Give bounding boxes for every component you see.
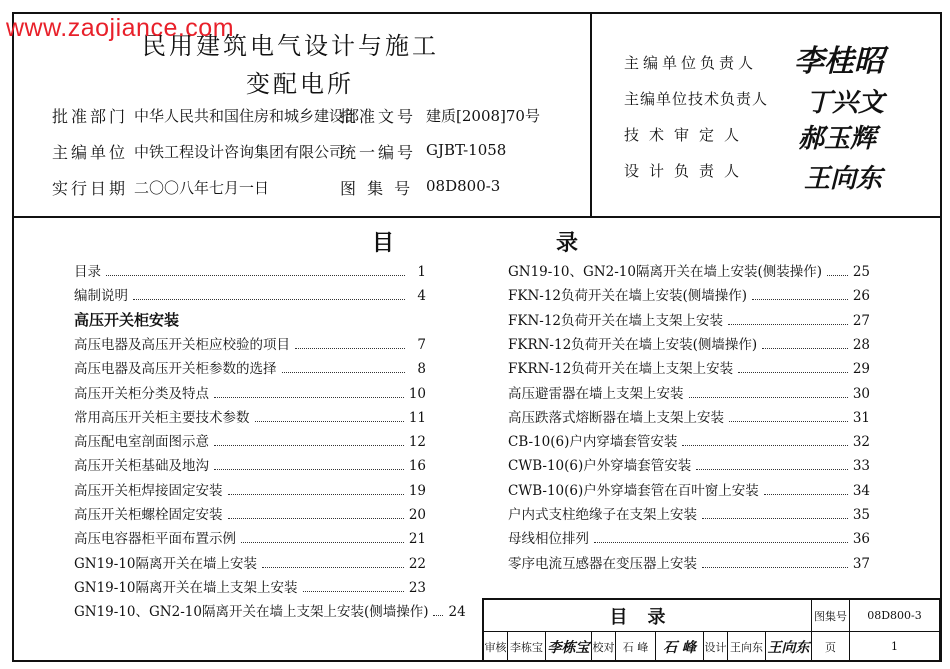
toc-entry-page: 12 — [408, 434, 426, 451]
toc-entry[interactable] — [74, 527, 426, 547]
toc-entry-page: 29 — [852, 361, 870, 378]
header-section — [14, 14, 940, 218]
toc-leader-dots — [762, 348, 848, 349]
toc-entry[interactable] — [508, 430, 870, 450]
drawing-frame — [12, 12, 942, 662]
toc-entry[interactable] — [508, 284, 870, 304]
approval-doc-value: 建质[2008]70号 — [426, 107, 540, 125]
toc-entry[interactable] — [508, 479, 870, 499]
title-block — [482, 598, 940, 662]
toc-entry-text: FKN-12负荷开关在墙上安装(侧墙操作) — [508, 288, 748, 305]
toc-entry-text: 高压电容器柜平面布置示例 — [74, 531, 236, 548]
toc-entry-text: FKRN-12负荷开关在墙上支架上安装 — [508, 361, 734, 378]
signature-editor-head: 李桂昭 — [794, 44, 884, 79]
toc-entry-page: 4 — [417, 288, 426, 305]
toc-entry-text: 高压开关柜安装 — [74, 310, 180, 329]
toc-entry-text: CWB-10(6)户外穿墙套管在百叶窗上安装 — [508, 482, 759, 499]
title-block-atlas-value: 08D800-3 — [850, 600, 940, 632]
toc-entry-text: CWB-10(6)户外穿墙套管安装 — [508, 458, 692, 475]
toc-entry-page: 26 — [852, 288, 870, 305]
toc-entry-text: 目录 — [74, 264, 101, 280]
toc-section-heading — [74, 309, 426, 329]
toc-entry[interactable] — [508, 333, 870, 353]
editor-unit-label: 主编单位 — [52, 143, 129, 162]
toc-leader-dots — [228, 518, 404, 519]
toc-entry-text: GN19-10隔离开关在墙上安装 — [74, 555, 258, 572]
toc-entry[interactable] — [74, 357, 426, 377]
resp-role-tech-head: 主编单位技术负责人 — [624, 90, 769, 108]
toc-entry[interactable] — [74, 382, 426, 402]
toc-entry[interactable] — [508, 454, 870, 474]
toc-leader-dots — [682, 445, 847, 446]
toc-leader-dots — [241, 542, 404, 543]
toc-entry-text: 户内式支柱绝缘子在支架上安装 — [508, 507, 697, 523]
toc-leader-dots — [133, 299, 405, 300]
title-block-check-label: 校对 — [592, 632, 616, 662]
toc-entry-page: 11 — [408, 409, 426, 426]
title-block-atlas-label: 图集号 — [812, 600, 850, 632]
toc-title-b: 录 — [556, 230, 579, 256]
signature-tech-reviewer: 郝玉辉 — [798, 124, 877, 154]
toc-leader-dots — [702, 567, 848, 568]
approval-doc-label: 批准文号 — [340, 107, 417, 126]
title-block-check-name: 石 峰 — [616, 632, 656, 662]
toc-leader-dots — [433, 615, 443, 616]
toc-leader-dots — [228, 494, 404, 495]
toc-leader-dots — [752, 299, 848, 300]
toc-entry[interactable] — [74, 333, 426, 353]
toc-entry-page: 21 — [408, 531, 426, 548]
toc-leader-dots — [702, 518, 848, 519]
toc-entry-text: 高压开关柜分类及特点 — [74, 385, 209, 402]
editor-unit-value: 中铁工程设计咨询集团有限公司 — [134, 143, 345, 161]
toc-entry[interactable] — [74, 479, 426, 499]
title-block-title: 目录 — [484, 600, 812, 632]
toc-entry-page: 30 — [852, 385, 870, 402]
toc-entry[interactable] — [74, 284, 426, 304]
toc-leader-dots — [738, 372, 848, 373]
toc-entry-page: 1 — [417, 264, 426, 280]
atlas-no-label: 图 集 号 — [340, 179, 414, 198]
toc-entry-text: FKN-12负荷开关在墙上支架上安装 — [508, 312, 724, 329]
toc-entry-text: 高压配电室剖面图示意 — [74, 434, 209, 451]
toc-entry-text: FKRN-12负荷开关在墙上安装(侧墙操作) — [508, 336, 758, 353]
toc-entry-page: 32 — [852, 434, 870, 451]
toc-leader-dots — [594, 542, 848, 543]
atlas-no-value: 08D800-3 — [426, 177, 501, 195]
signature-design-head: 王向东 — [804, 164, 883, 194]
toc-entry[interactable] — [74, 576, 426, 596]
toc-entry[interactable] — [74, 552, 426, 572]
toc-leader-dots — [696, 469, 848, 470]
title-block-review-signature: 李栋宝 — [546, 632, 592, 662]
toc-entry-text: 高压避雷器在墙上支架上安装 — [508, 385, 684, 402]
toc-leader-dots — [295, 348, 405, 349]
toc-entry[interactable] — [508, 503, 870, 523]
document-title: 民用建筑电气设计与施工 — [142, 32, 439, 60]
header-left-panel — [14, 14, 592, 216]
resp-role-editor-head: 主编单位负责人 — [624, 54, 758, 72]
toc-entry[interactable] — [74, 260, 426, 280]
toc-leader-dots — [214, 397, 404, 398]
impl-date-value: 二〇〇八年七月一日 — [134, 179, 270, 197]
header-responsibles-panel — [594, 14, 940, 216]
toc-entry[interactable] — [508, 552, 870, 572]
unified-no-label: 统一编号 — [340, 143, 417, 162]
toc-entry-page: 22 — [408, 555, 426, 572]
toc-entry-page: 10 — [408, 385, 426, 402]
toc-leader-dots — [764, 494, 848, 495]
toc-entry-page: 20 — [408, 507, 426, 523]
title-block-review-name: 李栋宝 — [508, 632, 546, 662]
toc-entry-text: 母线相位排列 — [508, 531, 589, 548]
toc-entry-text: 编制说明 — [74, 288, 128, 305]
toc-entry-page: 19 — [408, 482, 426, 499]
document-subtitle: 变配电所 — [246, 70, 354, 98]
toc-entry[interactable] — [74, 503, 426, 523]
title-block-check-signature: 石 峰 — [656, 632, 704, 662]
toc-entry[interactable] — [508, 406, 870, 426]
toc-entry[interactable] — [508, 527, 870, 547]
toc-entry-page: 34 — [852, 482, 870, 499]
toc-leader-dots — [214, 469, 404, 470]
toc-entry-page: 24 — [448, 604, 466, 621]
toc-entry-page: 36 — [852, 531, 870, 548]
title-block-design-name: 王向东 — [728, 632, 766, 662]
toc-leader-dots — [728, 324, 848, 325]
watermark-text: www.zaojiance.com — [6, 14, 235, 42]
toc-entry-page: 27 — [852, 312, 870, 329]
toc-leader-dots — [729, 421, 848, 422]
toc-leader-dots — [827, 275, 848, 276]
unified-no-value: GJBT-1058 — [426, 141, 507, 159]
toc-entry-text: 常用高压开关柜主要技术参数 — [74, 409, 250, 426]
toc-entry-page: 7 — [417, 336, 426, 353]
toc-entry-page: 31 — [852, 409, 870, 426]
toc-entry-text: CB-10(6)户内穿墙套管安装 — [508, 434, 678, 451]
toc-entry-page: 35 — [852, 507, 870, 523]
toc-leader-dots — [106, 275, 405, 276]
toc-entry[interactable] — [74, 454, 426, 474]
approval-dept-value: 中华人民共和国住房和城乡建设部 — [134, 107, 360, 125]
toc-entry-text: 零序电流互感器在变压器上安装 — [508, 555, 697, 572]
toc-entry[interactable] — [508, 309, 870, 329]
resp-role-tech-reviewer: 技术审定人 — [624, 126, 750, 144]
toc-entry-page: 8 — [417, 361, 426, 378]
toc-entry-page: 33 — [852, 458, 870, 475]
toc-entry-text: 高压跌落式熔断器在墙上支架上安装 — [508, 409, 724, 426]
toc-title-a: 目 — [372, 230, 395, 256]
toc-entry-page: 23 — [408, 579, 426, 596]
toc-entry-text: GN19-10、GN2-10隔离开关在墙上安装(侧装操作) — [508, 264, 822, 280]
title-block-page-value: 1 — [850, 632, 940, 662]
toc-entry-page: 25 — [852, 264, 870, 280]
toc-entry[interactable] — [74, 406, 426, 426]
toc-leader-dots — [262, 567, 404, 568]
resp-role-design-head: 设计负责人 — [624, 162, 750, 180]
toc-entry-page: 16 — [408, 458, 426, 475]
impl-date-label: 实行日期 — [52, 179, 129, 198]
toc-entry[interactable] — [508, 357, 870, 377]
approval-dept-label: 批准部门 — [52, 107, 129, 126]
toc-leader-dots — [255, 421, 404, 422]
signature-tech-head: 丁兴文 — [806, 88, 885, 118]
toc-entry[interactable] — [508, 260, 870, 280]
toc-entry-page: 37 — [852, 555, 870, 572]
toc-entry[interactable] — [74, 600, 466, 621]
toc-entry-text: 高压电器及高压开关柜应校验的项目 — [74, 336, 290, 353]
toc-leader-dots — [303, 591, 404, 592]
title-block-page-label: 页 — [812, 632, 850, 662]
toc-entry[interactable] — [508, 382, 870, 402]
title-block-design-label: 设计 — [704, 632, 728, 662]
title-block-review-label: 审核 — [484, 632, 508, 662]
title-block-design-signature: 王向东 — [766, 632, 812, 662]
toc-entry-text: GN19-10、GN2-10隔离开关在墙上支架上安装(侧墙操作) — [74, 604, 429, 621]
toc-entry[interactable] — [74, 430, 426, 450]
toc-entry-text: 高压电器及高压开关柜参数的选择 — [74, 361, 277, 378]
toc-leader-dots — [282, 372, 406, 373]
toc-entry-text: 高压开关柜基础及地沟 — [74, 458, 209, 475]
toc-leader-dots — [214, 445, 404, 446]
toc-entry-text: GN19-10隔离开关在墙上支架上安装 — [74, 579, 298, 596]
toc-entry-text: 高压开关柜螺栓固定安装 — [74, 507, 223, 523]
toc-leader-dots — [689, 397, 848, 398]
toc-entry-page: 28 — [852, 336, 870, 353]
toc-entry-text: 高压开关柜焊接固定安装 — [74, 482, 223, 499]
